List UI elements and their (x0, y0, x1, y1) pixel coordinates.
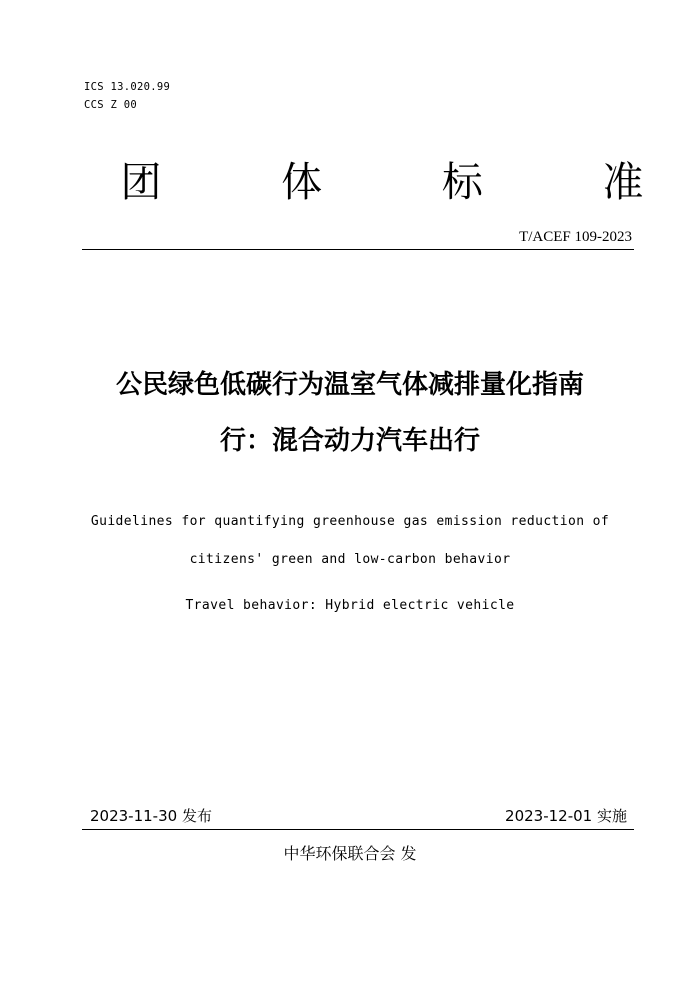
chinese-title-line-1: 公民绿色低碳行为温室气体减排量化指南 (115, 370, 584, 400)
standard-type-char: 标 (441, 158, 483, 206)
standard-type-heading (112, 154, 652, 210)
standard-type-char: 准 (602, 158, 644, 206)
english-title-line-2: citizens' green and low-carbon behavior (189, 552, 511, 567)
ccs-code: CCS Z 00 (84, 99, 137, 111)
publisher: 中华环保联合会 发 (283, 844, 417, 863)
bottom-divider (82, 829, 634, 830)
english-title-line-3: Travel behavior: Hybrid electric vehicle (185, 598, 515, 613)
classification-codes (84, 78, 170, 114)
standard-type-char: 团 (120, 158, 162, 206)
ics-code: ICS 13.020.99 (84, 81, 171, 93)
standard-number: T/ACEF 109-2023 (519, 229, 632, 245)
top-divider (82, 249, 634, 250)
english-title-line-1: Guidelines for quantifying greenhouse gas emission reduction of (90, 514, 610, 529)
chinese-title-line-2: 行：混合动力汽车出行 (219, 426, 480, 456)
effective-date: 2023-12-01 实施 (505, 807, 627, 825)
issue-date: 2023-11-30 发布 (90, 807, 212, 825)
standard-type-char: 体 (281, 158, 323, 206)
